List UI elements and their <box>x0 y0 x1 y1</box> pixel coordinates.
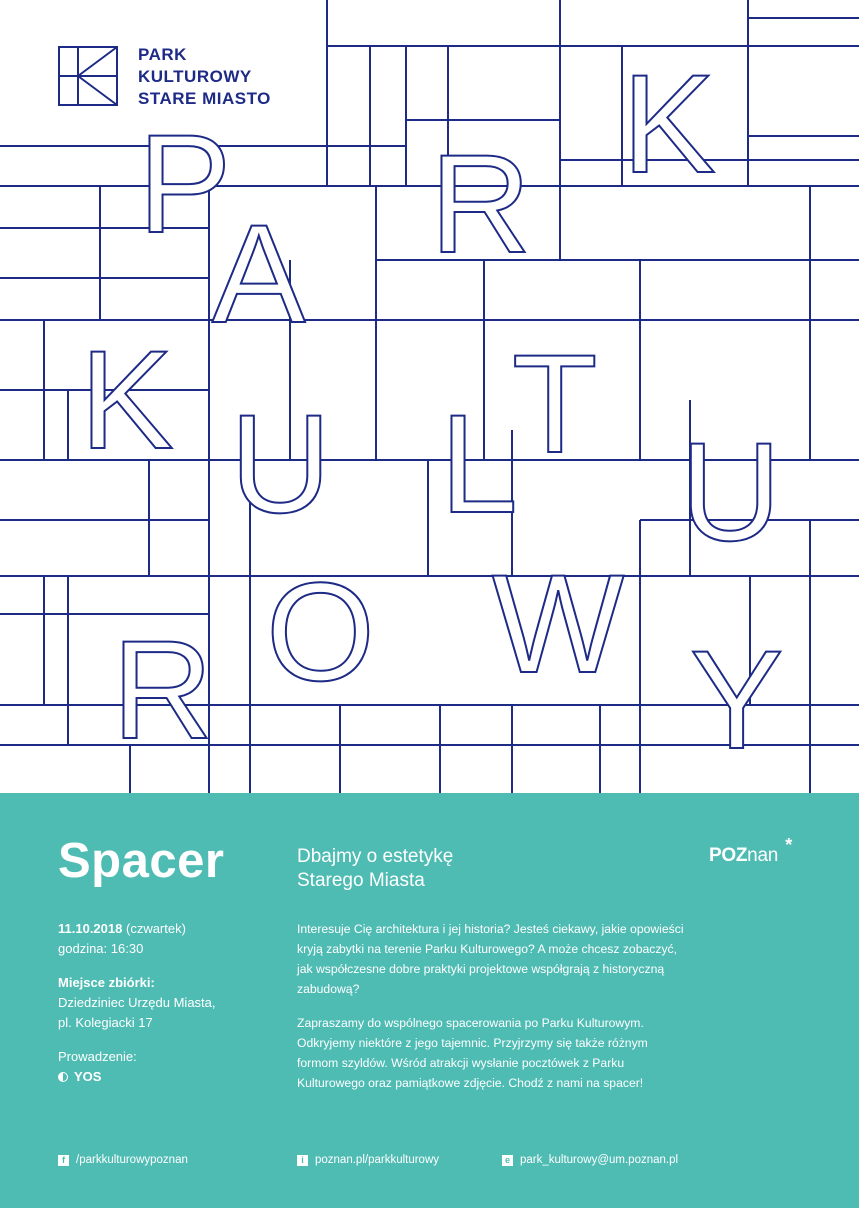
subtitle-line-1: Dbajmy o estetykę <box>297 846 454 867</box>
facebook-link[interactable]: /parkkulturowypoznan <box>76 1154 188 1166</box>
meeting-line-2: pl. Kolegiacki 17 <box>58 1015 153 1030</box>
event-time: godzina: 16:30 <box>58 941 144 956</box>
letter-w: W <box>492 545 625 702</box>
letter-k-top: K <box>622 45 716 202</box>
host-name: YOS <box>74 1069 102 1084</box>
footer-website[interactable] <box>297 1154 439 1166</box>
facebook-icon: f <box>58 1155 69 1166</box>
poznan-logo-part2: nan <box>747 845 778 866</box>
logo-text <box>138 44 271 110</box>
logo-line-2: KULTUROWY <box>138 67 252 86</box>
park-kulturowy-logo <box>58 46 271 110</box>
letters <box>80 45 783 778</box>
event-weekday: (czwartek) <box>125 921 186 936</box>
letter-o: O <box>266 553 375 710</box>
yos-logo-icon <box>58 1072 68 1082</box>
event-title: Spacer <box>58 834 225 888</box>
event-info-panel <box>0 793 859 1208</box>
event-date: 11.10.2018 <box>58 921 123 936</box>
meeting-label: Miejsce zbiórki: <box>58 975 155 990</box>
letter-p: P <box>138 105 232 262</box>
poznan-star-icon: * <box>785 835 792 855</box>
email-icon: e <box>502 1155 513 1166</box>
poznan-logo <box>709 835 792 867</box>
letter-u-left: U <box>230 385 332 542</box>
info-icon: i <box>297 1155 308 1166</box>
subtitle-line-2: Starego Miasta <box>297 870 425 891</box>
event-description <box>297 919 687 1107</box>
letter-a: A <box>212 195 306 352</box>
letter-r-bottom: R <box>112 611 214 768</box>
date-row <box>58 919 216 939</box>
website-link[interactable]: poznan.pl/parkkulturowy <box>315 1154 440 1166</box>
logo-line-3: STARE MIASTO <box>138 89 271 108</box>
host-row <box>58 1067 216 1087</box>
event-details <box>58 919 216 1087</box>
footer-email[interactable] <box>502 1154 678 1166</box>
letter-t: T <box>512 325 598 482</box>
meeting-line-1: Dziedziniec Urzędu Miasta, <box>58 995 216 1010</box>
footer-facebook[interactable] <box>58 1154 188 1166</box>
email-link[interactable]: park_kulturowy@um.poznan.pl <box>520 1154 679 1166</box>
logo-mark-icon <box>58 46 118 106</box>
description-paragraph-2: Zapraszamy do wspólnego spacerowania po Parku Kulturowym. Odkryjemy niektóre z jego tajemnic. Przyjrzymy się także różnym formom szyldów. Wśród atrakcji wysłanie pocztówek z Parku Kulturowego oraz pamiątkowe zdjęcie. Chodź z nami na spacer! <box>297 1016 648 1090</box>
letter-k: K <box>80 321 174 478</box>
host-label: Prowadzenie: <box>58 1049 137 1064</box>
letter-u-right: U <box>680 413 782 570</box>
letter-y: Y <box>690 621 784 778</box>
poznan-logo-part1: POZ <box>709 845 748 866</box>
description-paragraph-1: Interesuje Cię architektura i jej historia? Jesteś ciekawy, jakie opowieści kryją zabytki na terenie Parku Kulturowego? A może chcesz zobaczyć, jak współczesne dobre praktyki projektowe współgrają z historyczną zabudową? <box>297 922 684 996</box>
event-subtitle <box>297 845 453 893</box>
logo-line-1: PARK <box>138 45 187 64</box>
letter-l: L <box>440 385 518 542</box>
letter-r: R <box>430 125 532 282</box>
